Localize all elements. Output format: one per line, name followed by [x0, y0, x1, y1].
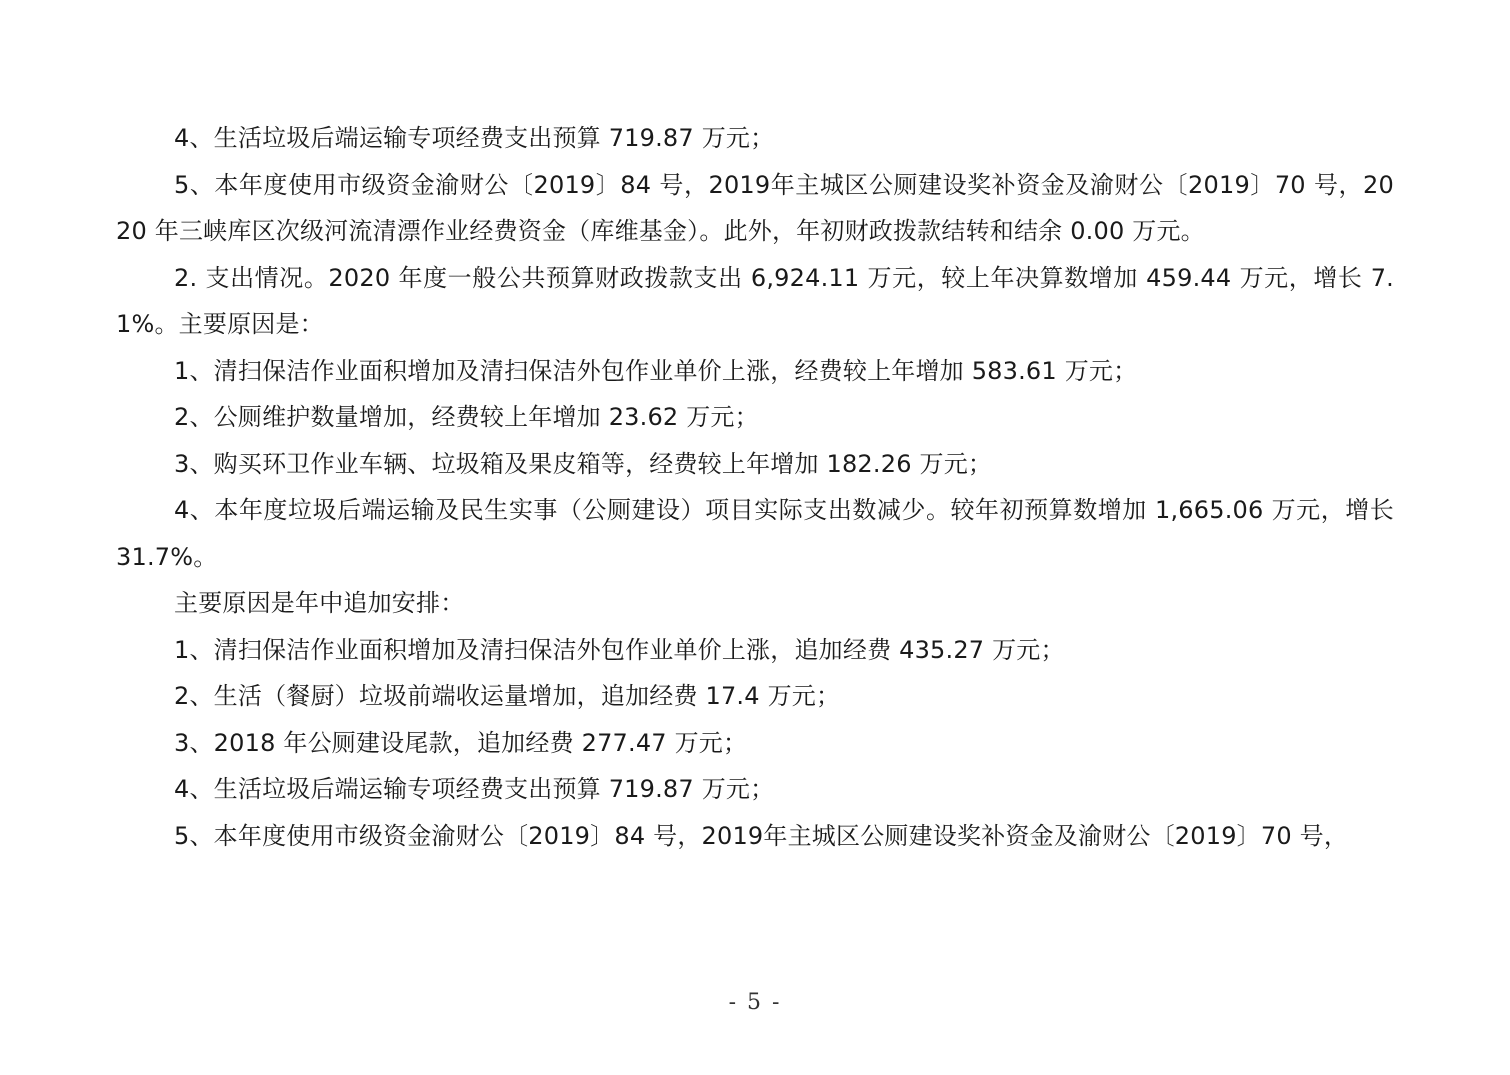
paragraph-6: 3、购买环卫作业车辆、垃圾箱及果皮箱等，经费较上年增加 182.26 万元； [174, 449, 993, 478]
paragraph-9: 1、清扫保洁作业面积增加及清扫保洁外包作业单价上涨，追加经费 435.27 万元； [174, 635, 1065, 664]
document-body [116, 115, 1394, 859]
paragraph-7: 4、本年度垃圾后端运输及民生实事（公厕建设）项目实际支出数减少。较年初预算数增加 1,665.06 万元，增长 31.7%。 [116, 496, 1394, 571]
paragraph-10: 2、生活（餐厨）垃圾前端收运量增加，追加经费 17.4 万元； [174, 682, 841, 710]
paragraph-8: 主要原因是年中追加安排： [174, 589, 465, 617]
paragraph-12: 4、生活垃圾后端运输专项经费支出预算 719.87 万元； [174, 775, 775, 803]
paragraph-3: 2. 支出情况。2020 年度一般公共预算财政拨款支出 6,924.11 万元，较上年决算数增加 459.44 万元，增长 7.1%。主要原因是： [116, 263, 1394, 338]
paragraph-2: 5、本年度使用市级资金渝财公〔2019〕84 号，2019年主城区公厕建设奖补资金及渝财公〔2019〕70 号，2020 年三峡库区次级河流清漂作业经费资金（库维基金）。此外，年初财政拨款结转和结余 0.00 万元。 [116, 170, 1394, 245]
paragraph-11: 3、2018 年公厕建设尾款，追加经费 277.47 万元； [174, 728, 748, 757]
page-number: - 5 - [728, 990, 782, 1015]
paragraph-5: 2、公厕维护数量增加，经费较上年增加 23.62 万元； [174, 403, 759, 431]
paragraph-1: 4、生活垃圾后端运输专项经费支出预算 719.87 万元； [174, 124, 775, 152]
paragraph-4: 1、清扫保洁作业面积增加及清扫保洁外包作业单价上涨，经费较上年增加 583.61 万元； [174, 356, 1138, 385]
paragraph-13: 5、本年度使用市级资金渝财公〔2019〕84 号，2019年主城区公厕建设奖补资金及渝财公〔2019〕70 号， [174, 821, 1349, 850]
